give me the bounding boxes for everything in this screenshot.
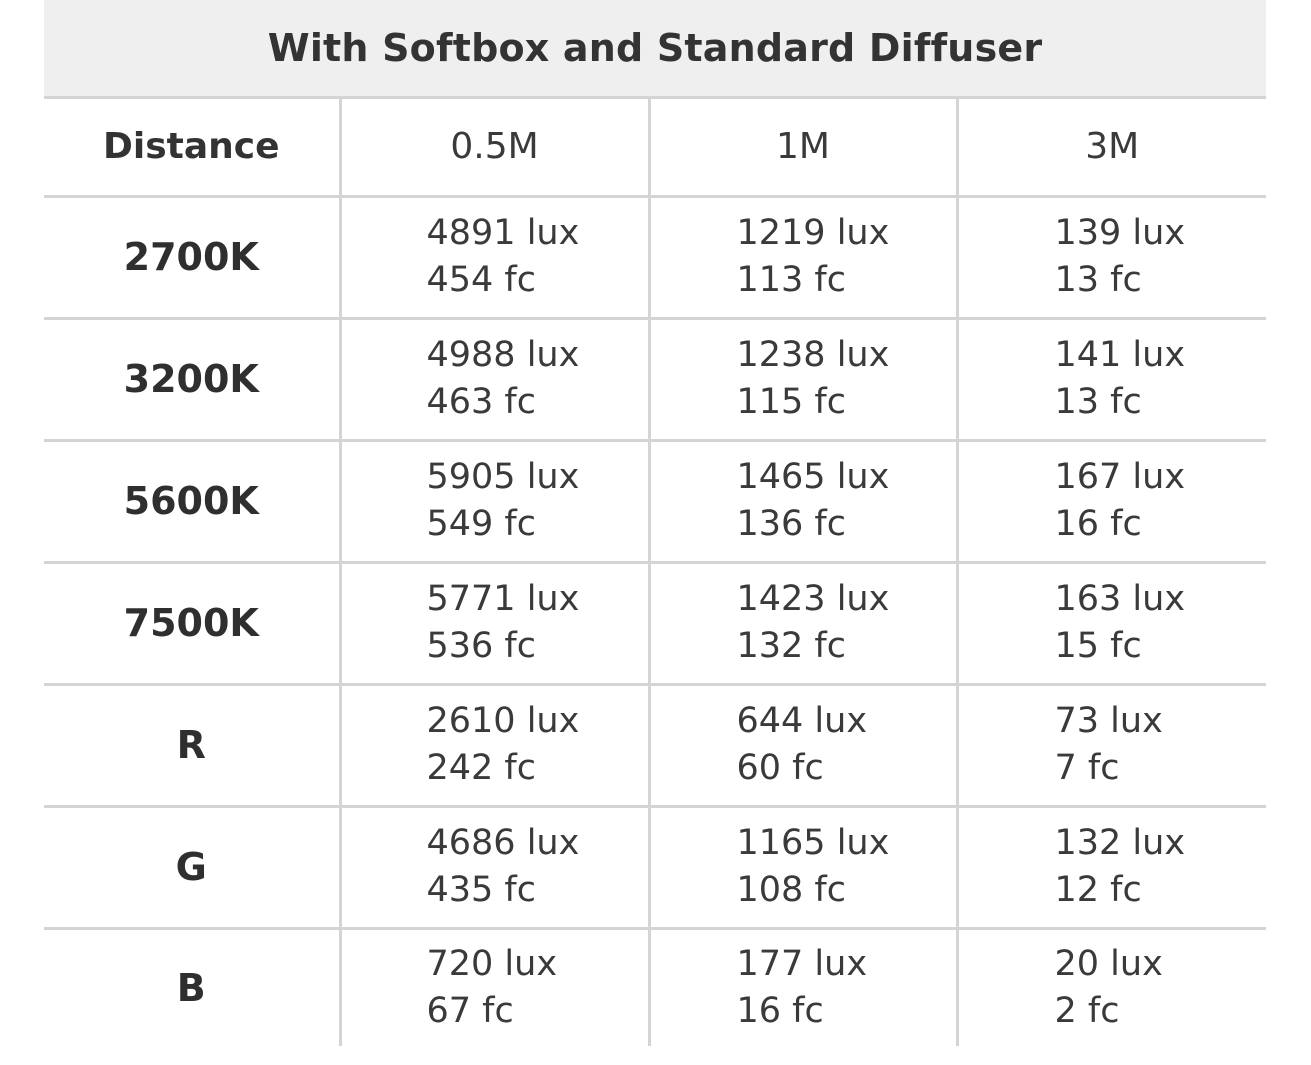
measurement-cell — [649, 684, 957, 806]
lux-value: 4891 lux — [426, 213, 580, 253]
measurement-cell — [957, 928, 1266, 1046]
measurement-cell — [340, 562, 649, 684]
table-row — [44, 562, 1266, 684]
fc-value: 536 fc — [426, 626, 536, 666]
lux-value: 720 lux — [426, 943, 558, 984]
measurement-values — [651, 698, 868, 792]
lux-value: 5905 lux — [426, 457, 580, 497]
measurement-values — [959, 454, 1186, 548]
measurement-cell — [340, 684, 649, 806]
fc-value: 16 fc — [1054, 504, 1142, 544]
lux-value: 4686 lux — [426, 823, 580, 863]
table-row — [44, 440, 1266, 562]
measurement-values — [651, 576, 890, 670]
fc-value: 132 fc — [736, 626, 846, 666]
measurement-values — [342, 454, 580, 548]
fc-value: 549 fc — [426, 504, 536, 544]
measurement-values — [959, 210, 1186, 304]
row-label: G — [44, 806, 340, 928]
table-row — [44, 196, 1266, 318]
illuminance-grid — [44, 99, 1266, 1046]
row-label: 5600K — [44, 440, 340, 562]
lux-value: 141 lux — [1054, 335, 1186, 375]
fc-value: 12 fc — [1054, 870, 1142, 910]
fc-value: 7 fc — [1054, 748, 1120, 788]
measurement-cell — [340, 196, 649, 318]
fc-value: 136 fc — [736, 504, 846, 544]
lux-value: 2610 lux — [426, 701, 580, 741]
measurement-values — [651, 332, 890, 426]
measurement-values — [959, 576, 1186, 670]
row-label: 3200K — [44, 318, 340, 440]
measurement-values — [342, 941, 558, 1035]
fc-value: 16 fc — [736, 990, 824, 1031]
measurement-values — [342, 332, 580, 426]
lux-value: 4988 lux — [426, 335, 580, 375]
measurement-cell — [649, 928, 957, 1046]
measurement-cell — [957, 196, 1266, 318]
measurement-cell — [957, 440, 1266, 562]
measurement-values — [342, 576, 580, 670]
fc-value: 60 fc — [736, 748, 824, 788]
row-label: 2700K — [44, 196, 340, 318]
lux-value: 1423 lux — [736, 579, 890, 619]
fc-value: 67 fc — [426, 990, 514, 1031]
fc-value: 463 fc — [426, 382, 536, 422]
lux-value: 1238 lux — [736, 335, 890, 375]
lux-value: 163 lux — [1054, 579, 1186, 619]
lux-value: 1219 lux — [736, 213, 890, 253]
lux-value: 644 lux — [736, 701, 868, 741]
distance-header: Distance — [44, 99, 340, 196]
lux-value: 167 lux — [1054, 457, 1186, 497]
measurement-cell — [649, 440, 957, 562]
fc-value: 13 fc — [1054, 382, 1142, 422]
measurement-values — [651, 454, 890, 548]
measurement-cell — [649, 806, 957, 928]
fc-value: 2 fc — [1054, 990, 1120, 1031]
measurement-cell — [340, 318, 649, 440]
measurement-values — [959, 941, 1163, 1035]
header-row — [44, 99, 1266, 196]
measurement-cell — [340, 806, 649, 928]
lux-value: 177 lux — [736, 943, 868, 984]
lux-value: 1465 lux — [736, 457, 890, 497]
measurement-cell — [649, 562, 957, 684]
fc-value: 242 fc — [426, 748, 536, 788]
measurement-values — [342, 698, 580, 792]
row-label: R — [44, 684, 340, 806]
row-label: 7500K — [44, 562, 340, 684]
measurement-values — [342, 210, 580, 304]
lux-value: 139 lux — [1054, 213, 1186, 253]
table-row — [44, 928, 1266, 1046]
measurement-values — [342, 820, 580, 914]
lux-value: 20 lux — [1054, 943, 1163, 984]
fc-value: 454 fc — [426, 260, 536, 300]
lux-value: 73 lux — [1054, 701, 1163, 741]
fc-value: 435 fc — [426, 870, 536, 910]
measurement-values — [651, 210, 890, 304]
measurement-values — [959, 820, 1186, 914]
distance-1m-header: 1M — [649, 99, 957, 196]
measurement-cell — [649, 196, 957, 318]
fc-value: 108 fc — [736, 870, 846, 910]
measurement-values — [959, 698, 1163, 792]
measurement-cell — [957, 318, 1266, 440]
measurement-values — [651, 820, 890, 914]
table-body — [44, 196, 1266, 1046]
lux-value: 1165 lux — [736, 823, 890, 863]
measurement-cell — [340, 928, 649, 1046]
measurement-cell — [649, 318, 957, 440]
fc-value: 113 fc — [736, 260, 846, 300]
illuminance-table — [44, 0, 1266, 1046]
measurement-values — [651, 941, 868, 1035]
measurement-values — [959, 332, 1186, 426]
measurement-cell — [957, 562, 1266, 684]
fc-value: 115 fc — [736, 382, 846, 422]
distance-3m-header: 3M — [957, 99, 1266, 196]
lux-value: 132 lux — [1054, 823, 1186, 863]
measurement-cell — [340, 440, 649, 562]
measurement-cell — [957, 806, 1266, 928]
table-row — [44, 806, 1266, 928]
row-label: B — [176, 965, 206, 1010]
fc-value: 15 fc — [1054, 626, 1142, 666]
lux-value: 5771 lux — [426, 579, 580, 619]
table-row — [44, 318, 1266, 440]
table-title: With Softbox and Standard Diffuser — [44, 0, 1266, 99]
measurement-cell — [957, 684, 1266, 806]
distance-0-5m-header: 0.5M — [340, 99, 649, 196]
fc-value: 13 fc — [1054, 260, 1142, 300]
table-row — [44, 684, 1266, 806]
